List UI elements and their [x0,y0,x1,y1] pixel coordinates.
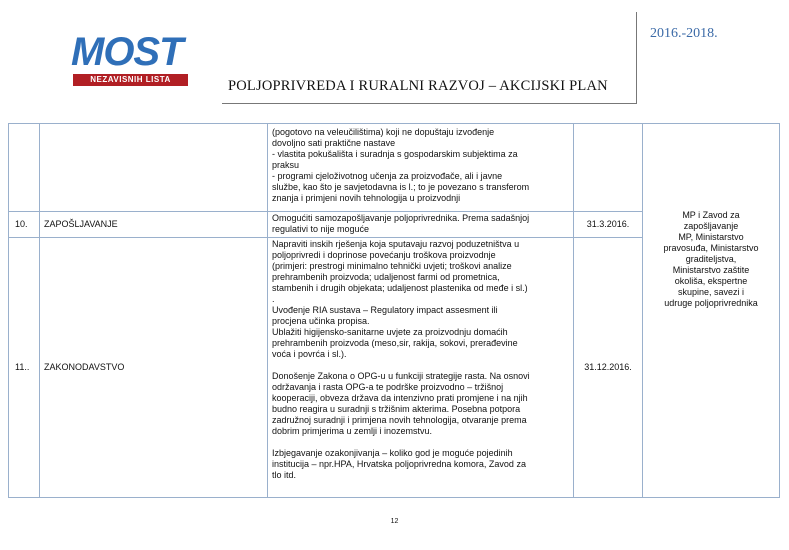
row-description [268,124,574,212]
description-line: poljoprivredi i doprinose povećanju troškova proizvodnje [272,250,496,260]
description-line: voća i povrća i sl.). [272,349,347,359]
description-spacer [272,437,569,448]
header-vertical-divider [636,12,637,104]
row-number [9,124,40,212]
description-line: praksu [272,160,300,170]
row-description [268,238,574,498]
responsible-line: graditeljstva, [685,254,737,264]
row-area: ZAPOŠLJAVANJE [40,212,268,238]
header-horizontal-divider [222,103,637,104]
row-date [574,124,643,212]
responsible-line: MP i Zavod za [682,210,740,220]
responsible-line: udruge poljoprivrednika [664,298,758,308]
description-line: Uvođenje RIA sustava – Regulatory impact assesment ili [272,305,498,315]
logo-word: MOST [71,30,183,74]
responsible-line: Ministarstvo zaštite [672,265,750,275]
responsible-line: zapošljavanje [683,221,739,231]
page-number: 12 [390,518,399,525]
most-logo [71,30,195,88]
responsible-line: okoliša, ekspertne [674,276,748,286]
responsible-line: skupine, savezi i [677,287,745,297]
description-line: službe, kao što je savjetodavna is l.; to je povezano s transferom [272,182,530,192]
row-number: 11.. [9,238,40,498]
row-date: 31.3.2016. [574,212,643,238]
description-line: Donošenje Zakona o OPG-u u funkciji strategije rasta. Na osnovi [272,371,530,381]
description-line: budno reagira u suradnji s tržišnim akterima. Posebna potpora [272,404,521,414]
row-number: 10. [9,212,40,238]
description-line: procjena učinka propisa. [272,316,370,326]
description-line: znanja i primjeni novih tehnologija u proizvodnji [272,193,461,203]
description-line: tlo itd. [272,470,297,480]
description-line: prehrambenih proizvoda; udaljenost farmi od prometnica, [272,272,500,282]
description-line: institucija – npr.HPA, Hrvatska poljoprivredna komora, Zavod za [272,459,526,469]
description-line: dovoljno sati praktične nastave [272,138,396,148]
description-spacer [272,360,569,371]
header-years: 2016.-2018. [650,26,718,41]
logo-tagline-bar [73,74,188,86]
row-description [268,212,574,238]
description-line: - programi cjeloživotnog učenja za proizvođače, ali i javne [272,171,503,181]
description-line: . [272,294,275,304]
row-area: ZAKONODAVSTVO [40,238,268,498]
description-line: dobrim primjerima u zemlji i inozemstvu. [272,426,433,436]
table-row [9,124,780,212]
logo-tagline: NEZAVISNIH LISTA [90,75,171,84]
responsible-parties [643,124,780,498]
description-line: održavanja i rasta OPG-a te podrške proizvodno – tržišnoj [272,382,504,392]
description-line: Izbjegavanje ozakonjivanja – koliko god je moguće pojedinih [272,448,513,458]
description-line: stambenih i drugih objekata; udaljenost plastenika od međe i sl.) [272,283,528,293]
responsible-line: pravosuđa, Ministarstvo [663,243,759,253]
document-title: POLJOPRIVREDA I RURALNI RAZVOJ – AKCIJSKI PLAN [228,78,608,94]
responsible-line: MP, Ministarstvo [678,232,744,242]
description-line: zadružnoj suradnji i primjena novih tehnologija, otvaranje prema [272,415,527,425]
description-line: (primjeri: prestrogi minimalno tehnički uvjeti; troškovi analize [272,261,512,271]
description-line: (pogotovo na veleučilištima) koji ne dopuštaju izvođenje [272,127,495,137]
description-line: kooperaciji, obveza država da intenzivno prati promjene i na njih [272,393,528,403]
action-plan-table [8,123,780,498]
row-date: 31.12.2016. [574,238,643,498]
description-line: Ublažiti higijensko-sanitarne uvjete za proizvodnju domaćih [272,327,508,337]
description-line: Napraviti inskih rješenja koja sputavaju razvoj poduzetništva u [272,239,520,249]
description-line: regulativi to nije moguće [272,224,370,234]
description-line: - vlastita pokušališta i suradnja s gospodarskim subjektima za [272,149,518,159]
row-area [40,124,268,212]
description-line: prehrambenih proizvoda (meso,sir, rakija, sokovi, prerađevine [272,338,518,348]
description-line: Omogućiti samozapošljavanje poljoprivrednika. Prema sadašnjoj [272,213,530,223]
